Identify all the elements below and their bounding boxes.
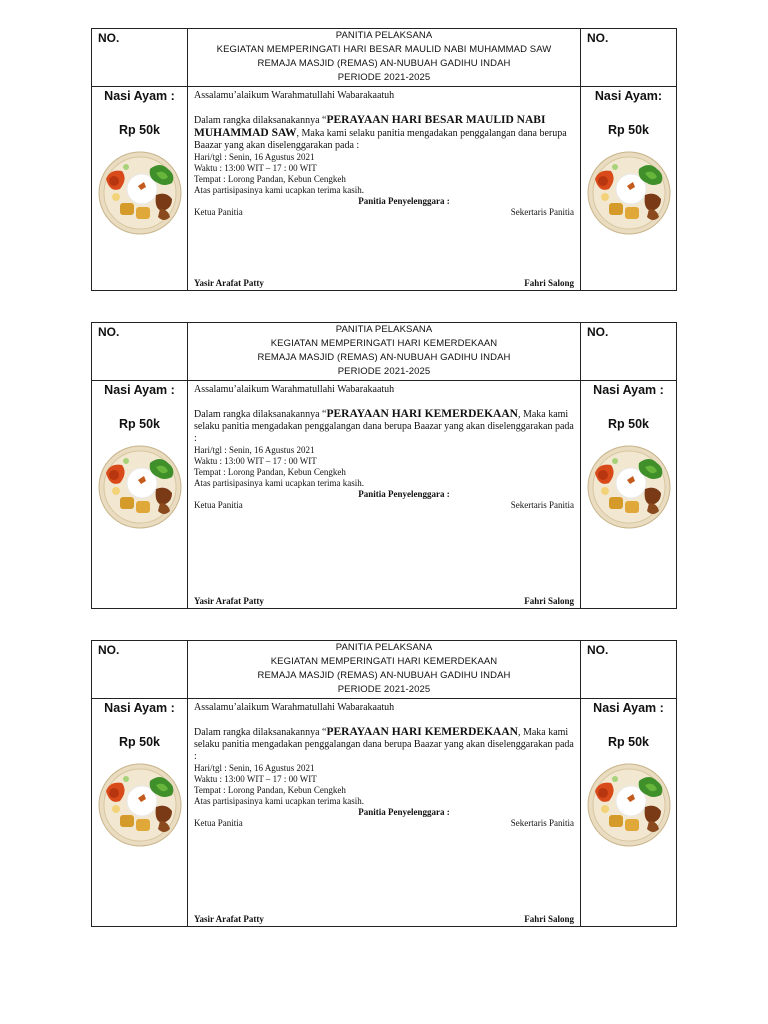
left-stub-header	[92, 641, 188, 698]
event-date: Hari/tgl : Senin, 16 Agustus 2021	[194, 444, 315, 455]
greeting: Assalamu’alaikum Warahmatullahi Wabarakaatuh	[194, 90, 395, 101]
intro-prefix: Dalam rangka dilaksanakannya “	[194, 726, 327, 738]
committee-header-text	[188, 29, 580, 85]
right-number-label: NO.	[587, 31, 609, 45]
intro-prefix: Dalam rangka dilaksanakannya “	[194, 408, 327, 420]
food-image	[98, 445, 182, 529]
right-item-label: Nasi Ayam:	[594, 89, 663, 103]
right-stub	[580, 381, 676, 608]
left-stub	[92, 381, 188, 608]
event-name: PERAYAAN HARI KEMERDEKAAN	[326, 407, 518, 420]
header-line: PERIODE 2021-2025	[337, 366, 431, 377]
intro-paragraph	[194, 408, 574, 445]
left-stub	[92, 87, 188, 290]
food-image	[587, 445, 671, 529]
header-line: KEGIATAN MEMPERINGATI HARI KEMERDEKAAN	[270, 656, 498, 667]
header-line: PERIODE 2021-2025	[337, 684, 431, 695]
organizer-label: Panitia Penyelenggara :	[358, 195, 450, 206]
intro-suffix: , Maka kami selaku panitia mengadakan penggalangan dana berupa Baazar yang akan diselenggarakan pada :	[194, 408, 574, 444]
intro-suffix: , Maka kami selaku panitia mengadakan penggalangan dana berupa Baazar yang akan diselenggarakan pada :	[194, 726, 574, 762]
invitation-body	[188, 87, 580, 290]
right-number-label: NO.	[587, 325, 609, 339]
signatory-titles	[194, 500, 574, 512]
event-place: Tempat : Lorong Pandan, Kebun Cengkeh	[194, 466, 346, 477]
committee-header-text	[188, 641, 580, 697]
thanks-text: Atas partisipasinya kami ucapkan terima kasih.	[194, 795, 364, 806]
event-place: Tempat : Lorong Pandan, Kebun Cengkeh	[194, 173, 346, 184]
header-line: PANITIA PELAKSANA	[335, 642, 433, 653]
left-stub-header	[92, 29, 188, 86]
event-time: Waktu : 13:00 WIT – 17 : 00 WIT	[194, 455, 317, 466]
organizer-label: Panitia Penyelenggara :	[358, 806, 450, 817]
right-price: Rp 50k	[608, 417, 649, 431]
chair-name: Yasir Arafat Patty	[194, 596, 264, 606]
invitation-body	[188, 699, 580, 926]
greeting: Assalamu’alaikum Warahmatullahi Wabarakaatuh	[194, 702, 395, 713]
event-name: PERAYAAN HARI BESAR MAULID NABI MUHAMMAD SAW	[194, 113, 546, 139]
right-price: Rp 50k	[608, 123, 649, 137]
ticket	[91, 28, 677, 291]
event-name: PERAYAAN HARI KEMERDEKAAN	[326, 725, 518, 738]
secretary-title: Sekertaris Panitia	[510, 207, 574, 217]
right-stub-header	[580, 323, 676, 380]
left-item-label: Nasi Ayam :	[104, 701, 175, 715]
committee-header	[188, 641, 580, 698]
signatory-titles	[194, 818, 574, 830]
left-item-label: Nasi Ayam :	[104, 89, 175, 103]
intro-paragraph	[194, 726, 574, 763]
event-date: Hari/tgl : Senin, 16 Agustus 2021	[194, 151, 315, 162]
chair-name: Yasir Arafat Patty	[194, 914, 264, 924]
event-time: Waktu : 13:00 WIT – 17 : 00 WIT	[194, 773, 317, 784]
secretary-name: Fahri Salong	[524, 914, 574, 924]
left-price: Rp 50k	[119, 417, 160, 431]
header-line: REMAJA MASJID (REMAS) AN-NUBUAH GADIHU INDAH	[257, 352, 511, 363]
chair-title: Ketua Panitia	[194, 500, 243, 510]
secretary-title: Sekertaris Panitia	[510, 500, 574, 510]
right-stub-header	[580, 641, 676, 698]
header-line: PERIODE 2021-2025	[337, 72, 431, 83]
committee-header-text	[188, 323, 580, 379]
ticket-header-row	[92, 641, 676, 699]
left-price: Rp 50k	[119, 123, 160, 137]
committee-header	[188, 323, 580, 380]
header-line: PANITIA PELAKSANA	[335, 30, 433, 41]
ticket-header-row	[92, 323, 676, 381]
ticket	[91, 322, 677, 609]
header-line: KEGIATAN MEMPERINGATI HARI BESAR MAULID NABI MUHAMMAD SAW	[216, 44, 552, 55]
header-line: REMAJA MASJID (REMAS) AN-NUBUAH GADIHU INDAH	[257, 670, 511, 681]
left-number-label: NO.	[98, 31, 120, 45]
left-stub-header	[92, 323, 188, 380]
right-stub	[580, 87, 676, 290]
chair-title: Ketua Panitia	[194, 818, 243, 828]
secretary-title: Sekertaris Panitia	[510, 818, 574, 828]
left-price: Rp 50k	[119, 735, 160, 749]
right-stub	[580, 699, 676, 926]
chair-name: Yasir Arafat Patty	[194, 278, 264, 288]
ticket-body-row	[92, 381, 676, 608]
committee-header	[188, 29, 580, 86]
secretary-name: Fahri Salong	[524, 278, 574, 288]
intro-paragraph	[194, 114, 574, 152]
intro-suffix: , Maka kami selaku panitia mengadakan penggalangan dana berupa Baazar yang akan diselenggarakan pada :	[194, 127, 567, 151]
event-date: Hari/tgl : Senin, 16 Agustus 2021	[194, 762, 315, 773]
ticket-header-row	[92, 29, 676, 87]
intro-prefix: Dalam rangka dilaksanakannya “	[194, 114, 327, 126]
signatory-titles	[194, 207, 574, 219]
secretary-name: Fahri Salong	[524, 596, 574, 606]
left-number-label: NO.	[98, 643, 120, 657]
thanks-text: Atas partisipasinya kami ucapkan terima kasih.	[194, 184, 364, 195]
left-item-label: Nasi Ayam :	[104, 383, 175, 397]
right-stub-header	[580, 29, 676, 86]
event-time: Waktu : 13:00 WIT – 17 : 00 WIT	[194, 162, 317, 173]
chair-title: Ketua Panitia	[194, 207, 243, 217]
header-line: REMAJA MASJID (REMAS) AN-NUBUAH GADIHU INDAH	[257, 58, 511, 69]
ticket-body-row	[92, 699, 676, 926]
thanks-text: Atas partisipasinya kami ucapkan terima kasih.	[194, 477, 364, 488]
organizer-label: Panitia Penyelenggara :	[358, 488, 450, 499]
header-line: KEGIATAN MEMPERINGATI HARI KEMERDEKAAN	[270, 338, 498, 349]
right-item-label: Nasi Ayam :	[593, 383, 664, 397]
food-image	[587, 151, 671, 235]
ticket	[91, 640, 677, 927]
signatory-names	[194, 278, 574, 288]
food-image	[98, 151, 182, 235]
ticket-body-row	[92, 87, 676, 290]
left-stub	[92, 699, 188, 926]
signatory-names	[194, 596, 574, 606]
food-image	[98, 763, 182, 847]
signatory-names	[194, 914, 574, 924]
right-item-label: Nasi Ayam :	[593, 701, 664, 715]
right-price: Rp 50k	[608, 735, 649, 749]
invitation-body	[188, 381, 580, 608]
right-number-label: NO.	[587, 643, 609, 657]
food-image	[587, 763, 671, 847]
greeting: Assalamu’alaikum Warahmatullahi Wabarakaatuh	[194, 384, 395, 395]
left-number-label: NO.	[98, 325, 120, 339]
event-place: Tempat : Lorong Pandan, Kebun Cengkeh	[194, 784, 346, 795]
header-line: PANITIA PELAKSANA	[335, 324, 433, 335]
